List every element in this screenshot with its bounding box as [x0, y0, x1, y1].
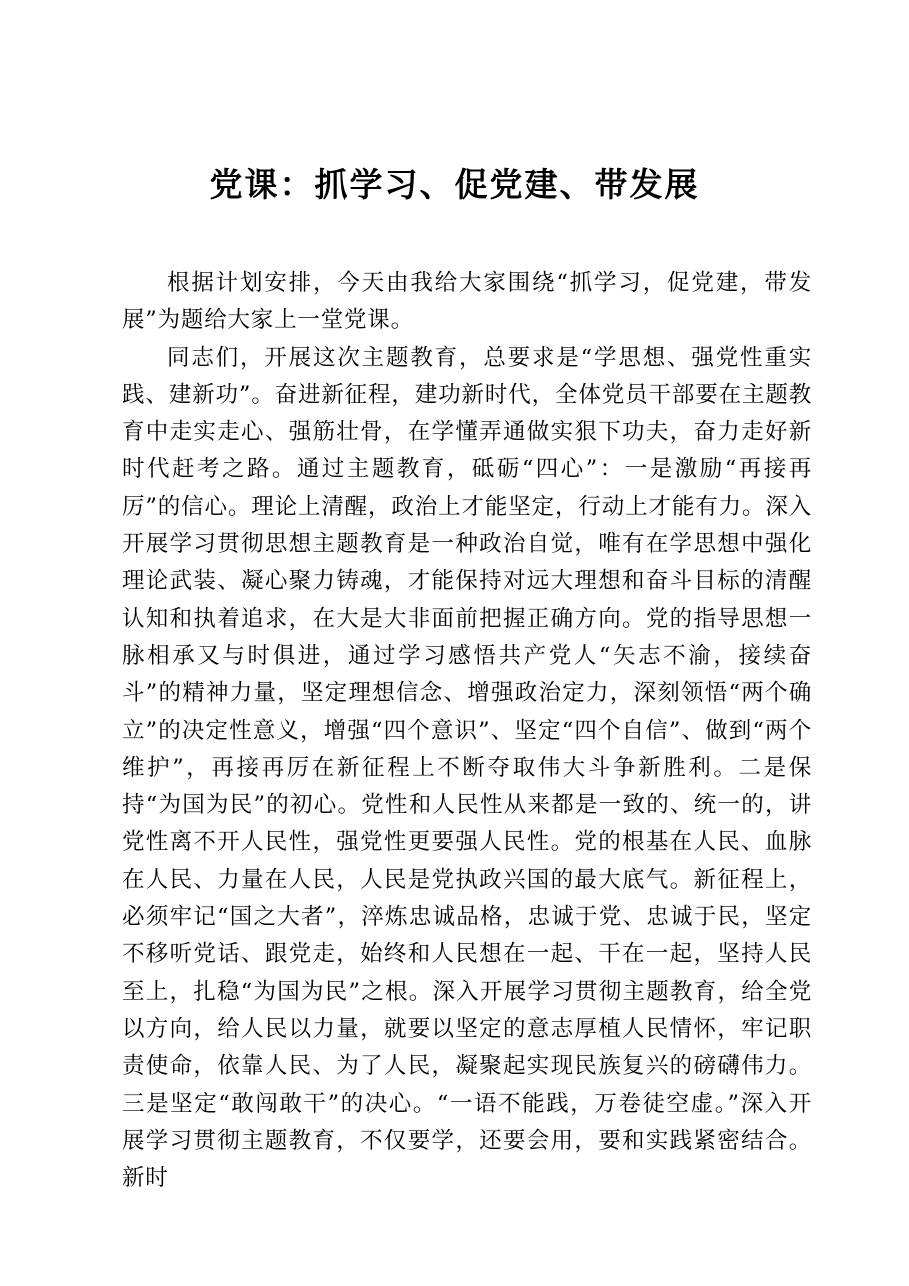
paragraph-main: 同志们，开展这次主题教育，总要求是“学思想、强党性重实践、建新功”。奋进新征程，建功新时代，全体党员干部要在主题教育中走实走心、强筋壮骨，在学懂弄通做实狠下功夫，奋力走好新时代赶考之路。通过主题教育，砥砺“四心”：一是激励“再接再厉”的信心。理论上清醒，政治上才能坚定，行动上才能有力。深入开展学习贯彻思想主题教育是一种政治自觉，唯有在学思想中强化理论武装、凝心聚力铸魂，才能保持对远大理想和奋斗目标的清醒认知和执着追求，在大是大非面前把握正确方向。党的指导思想一脉相承又与时俱进，通过学习感悟共产党人“矢志不渝，接续奋斗”的精神力量，坚定理想信念、增强政治定力，深刻领悟“两个确立”的决定性意义，增强“四个意识”、坚定“四个自信”、做到“两个维护”，再接再厉在新征程上不断夺取伟大斗争新胜利。二是保持“为国为民”的初心。党性和人民性从来都是一致的、统一的，讲党性离不开人民性，强党性更要强人民性。党的根基在人民、血脉在人民、力量在人民，人民是党执政兴国的最大底气。新征程上，必须牢记“国之大者”，淬炼忠诚品格，忠诚于党、忠诚于民，坚定不移听党话、跟党走，始终和人民想在一起、干在一起，坚持人民至上，扎稳“为国为民”之根。深入开展学习贯彻主题教育，给全党以方向，给人民以力量，就要以坚定的意志厚植人民情怀，牢记职责使命，依靠人民、为了人民，凝聚起实现民族复兴的磅礴伟力。三是坚定“敢闯敢干”的决心。“一语不能践，万卷徒空虚。”深入开展学习贯彻主题教育，不仅要学，还要会用，要和实践紧密结合。新时 [122, 344, 812, 1192]
document-title: 党课：抓学习、促党建、带发展 [209, 165, 700, 204]
document-body [122, 265, 812, 1197]
paragraph-intro: 根据计划安排，今天由我给大家围绕“抓学习，促党建，带发展”为题给大家上一堂党课。 [122, 270, 812, 334]
